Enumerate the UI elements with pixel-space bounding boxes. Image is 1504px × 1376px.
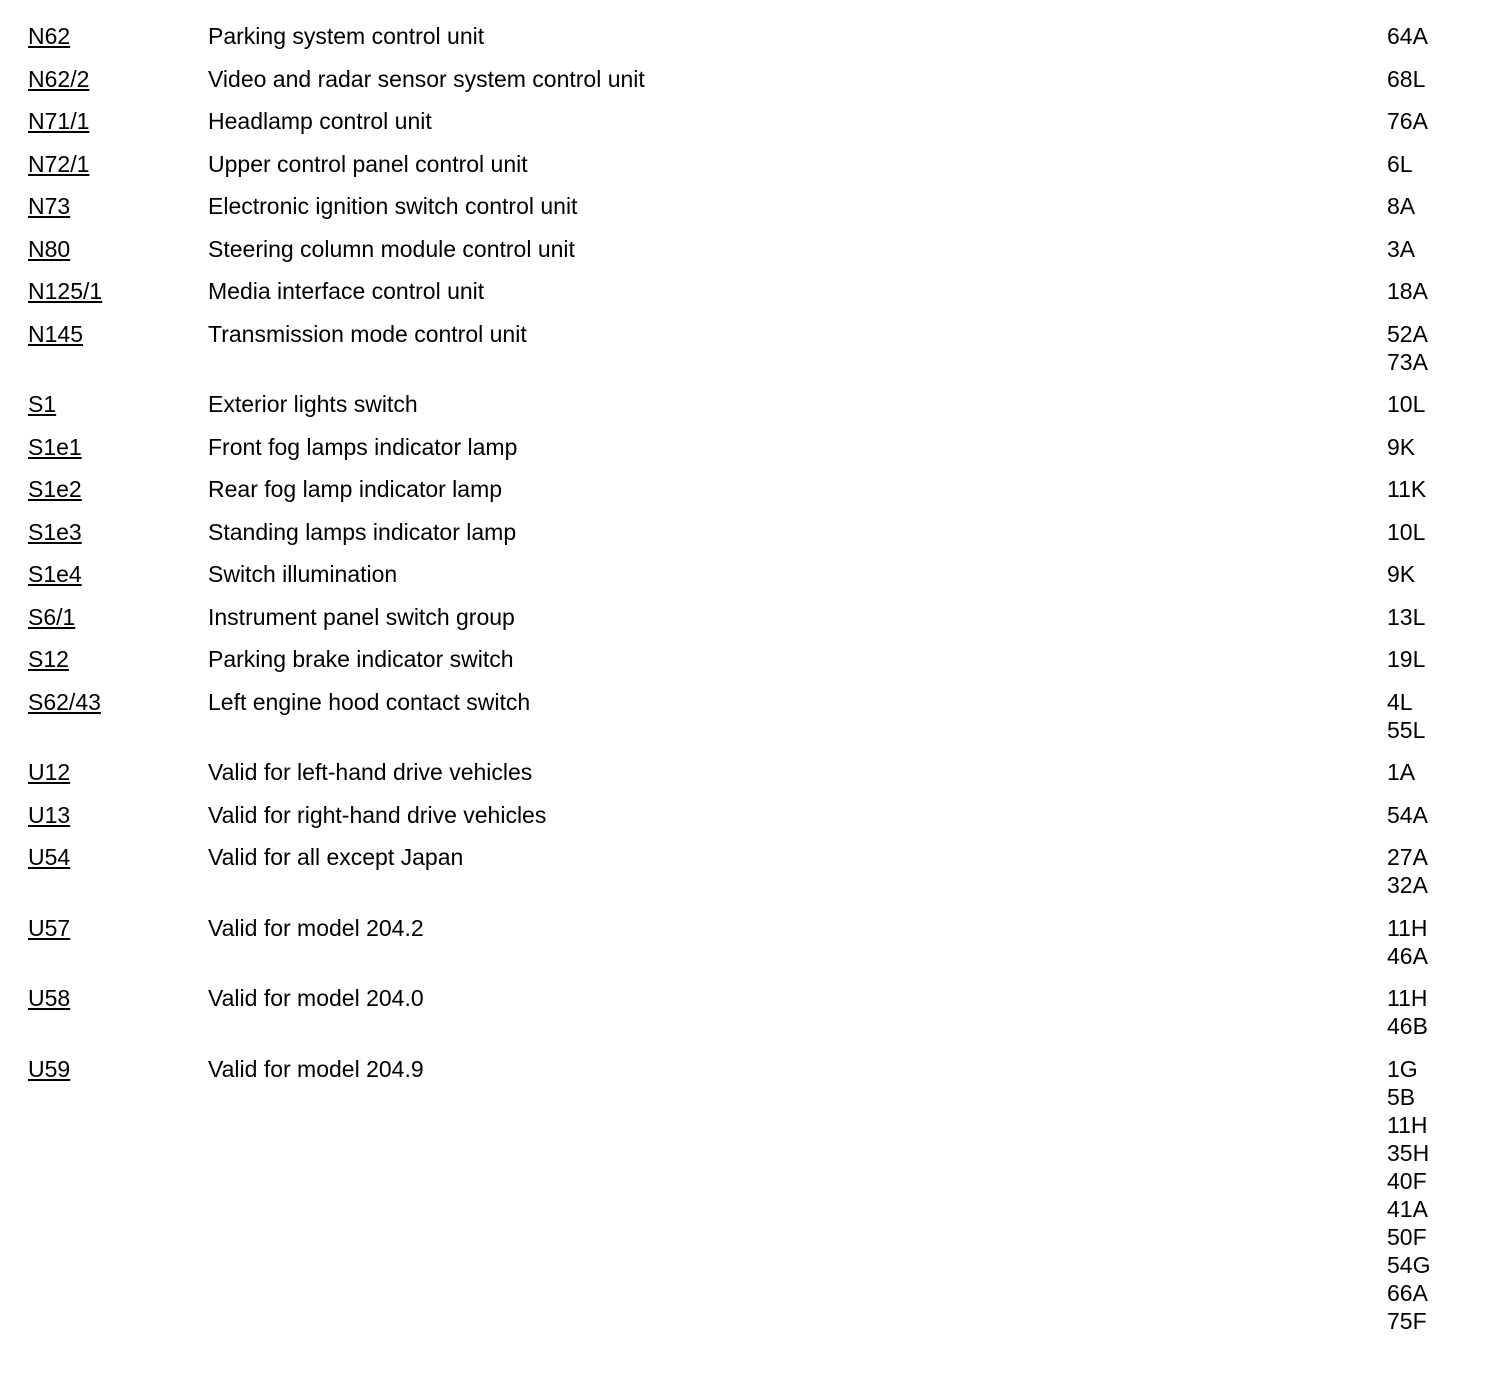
grid-coordinate: 18A <box>1387 278 1428 304</box>
component-code-link[interactable]: U54 <box>28 844 71 870</box>
component-description: Parking system control unit <box>208 23 485 49</box>
legend-row <box>0 277 1504 305</box>
grid-coordinates <box>1387 235 1415 263</box>
component-code-link[interactable]: N80 <box>28 235 71 262</box>
component-code-link[interactable]: S12 <box>28 646 69 672</box>
component-code-link[interactable]: S1e3 <box>28 518 82 545</box>
grid-coordinates <box>1387 645 1425 673</box>
component-code-link[interactable]: S62/43 <box>28 688 101 715</box>
grid-coordinate: 40F <box>1387 1167 1427 1194</box>
grid-coordinate: 46A <box>1387 942 1428 969</box>
legend-row <box>0 645 1504 673</box>
grid-coordinate: 4L <box>1387 688 1413 715</box>
legend-row <box>0 22 1504 50</box>
component-description: Left engine hood contact switch <box>208 688 531 715</box>
component-description: Valid for model 204.2 <box>208 914 424 941</box>
component-description: Rear fog lamp indicator lamp <box>208 476 503 502</box>
legend-row <box>0 518 1504 546</box>
component-code-link[interactable]: N125/1 <box>28 278 103 304</box>
grid-coordinates <box>1387 277 1428 305</box>
grid-coordinates <box>1387 560 1415 588</box>
component-code-link[interactable]: N73 <box>28 193 71 219</box>
component-description: Valid for right-hand drive vehicles <box>208 801 547 828</box>
component-description: Valid for left-hand drive vehicles <box>208 759 533 785</box>
legend-row <box>0 1055 1504 1335</box>
legend-row <box>0 390 1504 418</box>
legend-row <box>0 984 1504 1040</box>
component-code-link[interactable]: N72/1 <box>28 150 90 177</box>
grid-coordinates <box>1387 65 1425 93</box>
grid-coordinates <box>1387 984 1428 1040</box>
grid-coordinate: 11H <box>1387 1111 1428 1138</box>
grid-coordinate: 52A <box>1387 320 1428 347</box>
component-code-link[interactable]: U58 <box>28 985 71 1011</box>
grid-coordinate: 35H <box>1387 1139 1430 1166</box>
grid-coordinate: 9K <box>1387 433 1416 460</box>
grid-coordinate: 75F <box>1387 1307 1427 1334</box>
grid-coordinates <box>1387 150 1413 178</box>
grid-coordinate: 13L <box>1387 603 1426 630</box>
grid-coordinate: 54G <box>1387 1251 1431 1278</box>
grid-coordinate: 8A <box>1387 193 1416 219</box>
component-code-link[interactable]: U59 <box>28 1055 71 1082</box>
component-code-link[interactable]: S1e4 <box>28 561 82 587</box>
component-description: Switch illumination <box>208 561 398 587</box>
grid-coordinates <box>1387 843 1428 899</box>
component-description: Steering column module control unit <box>208 235 575 262</box>
grid-coordinates <box>1387 688 1425 744</box>
grid-coordinate: 50F <box>1387 1223 1427 1250</box>
component-description: Valid for all except Japan <box>208 844 464 870</box>
grid-coordinate: 9K <box>1387 561 1416 587</box>
grid-coordinates <box>1387 475 1426 503</box>
legend-row <box>0 107 1504 135</box>
component-code-link[interactable]: N62 <box>28 23 71 49</box>
component-code-link[interactable]: N145 <box>28 320 83 347</box>
grid-coordinate: 76A <box>1387 108 1428 134</box>
grid-coordinate: 1G <box>1387 1055 1418 1082</box>
legend-row <box>0 843 1504 899</box>
component-code-link[interactable]: U12 <box>28 759 71 785</box>
component-legend-table <box>0 22 1504 1349</box>
legend-row <box>0 560 1504 588</box>
grid-coordinates <box>1387 603 1425 631</box>
component-code-link[interactable]: N62/2 <box>28 65 90 92</box>
component-description: Media interface control unit <box>208 278 485 304</box>
component-code-link[interactable]: N71/1 <box>28 108 90 134</box>
grid-coordinates <box>1387 390 1425 418</box>
grid-coordinates <box>1387 914 1428 970</box>
grid-coordinate: 3A <box>1387 235 1416 262</box>
component-description: Upper control panel control unit <box>208 150 528 177</box>
grid-coordinates <box>1387 107 1428 135</box>
component-description: Video and radar sensor system control unit <box>208 65 645 92</box>
grid-coordinate: 41A <box>1387 1195 1428 1222</box>
grid-coordinates <box>1387 192 1415 220</box>
grid-coordinates <box>1387 1055 1430 1335</box>
legend-row <box>0 758 1504 786</box>
legend-row <box>0 65 1504 93</box>
grid-coordinate: 11H <box>1387 985 1428 1011</box>
grid-coordinates <box>1387 518 1425 546</box>
component-description: Valid for model 204.0 <box>208 985 424 1011</box>
grid-coordinate: 68L <box>1387 65 1426 92</box>
component-description: Instrument panel switch group <box>208 603 515 630</box>
component-description: Front fog lamps indicator lamp <box>208 433 518 460</box>
grid-coordinate: 1A <box>1387 759 1416 785</box>
grid-coordinate: 55L <box>1387 716 1426 743</box>
legend-row <box>0 235 1504 263</box>
grid-coordinate: 66A <box>1387 1279 1428 1306</box>
component-description: Standing lamps indicator lamp <box>208 518 517 545</box>
legend-row <box>0 801 1504 829</box>
grid-coordinate: 11K <box>1387 476 1427 502</box>
grid-coordinate: 10L <box>1387 518 1426 545</box>
component-description: Transmission mode control unit <box>208 320 527 347</box>
legend-row <box>0 603 1504 631</box>
component-description: Electronic ignition switch control unit <box>208 193 578 219</box>
grid-coordinates <box>1387 320 1428 376</box>
grid-coordinate: 64A <box>1387 23 1428 49</box>
grid-coordinates <box>1387 758 1415 786</box>
grid-coordinate: 6L <box>1387 150 1413 177</box>
grid-coordinates <box>1387 22 1428 50</box>
legend-row <box>0 475 1504 503</box>
grid-coordinate: 32A <box>1387 872 1428 898</box>
component-code-link[interactable]: S1e1 <box>28 433 82 460</box>
component-description: Exterior lights switch <box>208 391 418 417</box>
grid-coordinate: 5B <box>1387 1083 1416 1110</box>
grid-coordinate: 27A <box>1387 844 1428 870</box>
component-code-link[interactable]: U13 <box>28 801 71 828</box>
component-code-link[interactable]: U57 <box>28 914 71 941</box>
grid-coordinate: 19L <box>1387 646 1426 672</box>
legend-row <box>0 688 1504 744</box>
legend-row <box>0 914 1504 970</box>
grid-coordinate: 11H <box>1387 914 1428 941</box>
component-code-link[interactable]: S1 <box>28 391 57 417</box>
grid-coordinate: 54A <box>1387 801 1428 828</box>
legend-row <box>0 150 1504 178</box>
component-code-link[interactable]: S6/1 <box>28 603 76 630</box>
grid-coordinates <box>1387 433 1415 461</box>
legend-row <box>0 320 1504 376</box>
grid-coordinates <box>1387 801 1428 829</box>
legend-row <box>0 192 1504 220</box>
legend-row <box>0 433 1504 461</box>
grid-coordinate: 10L <box>1387 391 1426 417</box>
grid-coordinate: 46B <box>1387 1013 1428 1039</box>
component-code-link[interactable]: S1e2 <box>28 476 82 502</box>
component-description: Parking brake indicator switch <box>208 646 514 672</box>
component-description: Headlamp control unit <box>208 108 432 134</box>
grid-coordinate: 73A <box>1387 348 1428 375</box>
component-description: Valid for model 204.9 <box>208 1055 424 1082</box>
